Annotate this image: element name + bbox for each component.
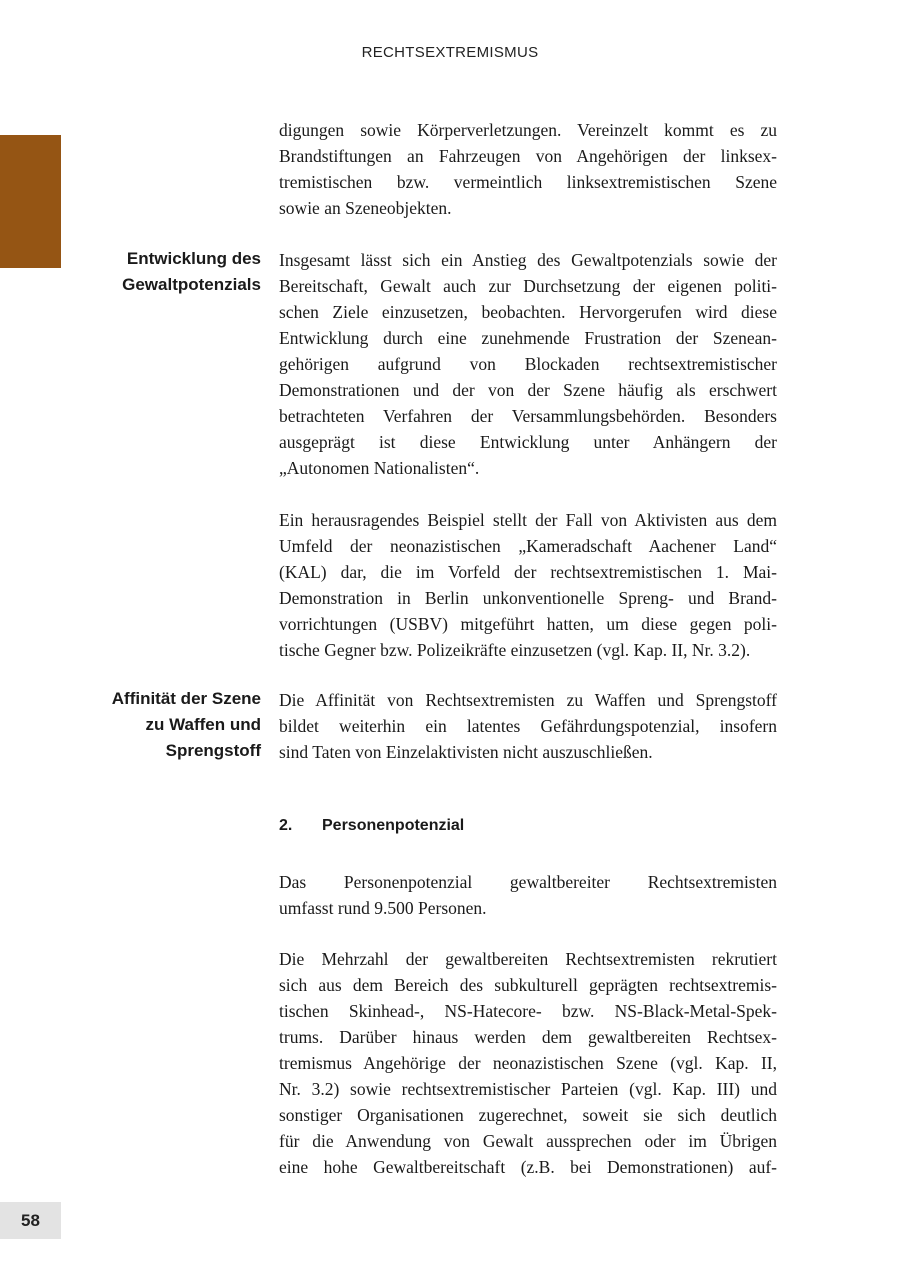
text-line: tische Gegner bzw. Polizeikräfte einzusetzen (vgl. Kap. II, Nr. 3.2). [279,640,751,660]
text-line: Insgesamt lässt sich ein Anstieg des Gewaltpotenzials sowie der [279,250,777,270]
section-title: Personenpotenzial [322,817,465,834]
paragraph [279,946,777,1180]
text-line: (KAL) dar, die im Vorfeld der rechtsextremistischen 1. Mai- [279,562,777,582]
side-heading-line: zu Waffen und [145,715,261,734]
text-line: sonstiger Organisationen zugerechnet, soweit sie sich deutlich [279,1105,777,1125]
text-line: tischen Skinhead-, NS-Hatecore- bzw. NS-Black-Metal-Spek- [279,1001,777,1021]
text-line: Die Mehrzahl der gewaltbereiten Rechtsextremisten rekrutiert [279,949,777,969]
paragraph [279,117,777,221]
text-line: betrachteten Verfahren der Versammlungsbehörden. Besonders [279,406,777,426]
page-number: 58 [0,1202,61,1239]
side-heading-line: Affinität der Szene [111,689,261,708]
text-line: sind Taten von Einzelaktivisten nicht auszuschließen. [279,742,653,762]
text-line: digungen sowie Körperverletzungen. Vereinzelt kommt es zu [279,120,777,140]
running-header: RECHTSEXTREMISMUS [361,44,539,61]
text-line: bildet weiterhin ein latentes Gefährdungspotenzial, insofern [279,716,777,736]
text-line: für die Anwendung von Gewalt aussprechen oder im Übrigen [279,1131,777,1151]
text-line: Die Affinität von Rechtsextremisten zu Waffen und Sprengstoff [279,690,777,710]
side-heading-line: Entwicklung des [126,249,261,268]
text-line: Demonstration in Berlin unkonventionelle Spreng- und Brand- [279,588,777,608]
text-line: Bereitschaft, Gewalt auch zur Durchsetzung der eigenen politi- [279,276,777,296]
text-line: sich aus dem Bereich des subkulturell geprägten rechtsextremis- [279,975,777,995]
text-line: Nr. 3.2) sowie rechtsextremistischer Parteien (vgl. Kap. III) und [279,1079,777,1099]
text-line: ausgeprägt ist diese Entwicklung unter Anhängern der [279,432,777,452]
text-line: Ein herausragendes Beispiel stellt der Fall von Aktivisten aus dem [279,510,777,530]
text-line: tremismus Angehörige der neonazistischen Szene (vgl. Kap. II, [279,1053,777,1073]
text-line: Demonstrationen und der von der Szene häufig als erschwert [279,380,777,400]
text-line: schen Ziele einzusetzen, beobachten. Hervorgerufen wird diese [279,302,777,322]
text-line: umfasst rund 9.500 Personen. [279,898,487,918]
side-heading-line: Gewaltpotenzials [122,275,261,294]
text-line: sowie an Szeneobjekten. [279,198,452,218]
text-line: trums. Darüber hinaus werden dem gewaltbereiten Rechtsex- [279,1027,777,1047]
section-number: 2. [279,817,293,834]
text-line: Brandstiftungen an Fahrzeugen von Angehörigen der linksex- [279,146,777,166]
text-line: „Autonomen Nationalisten“. [279,458,480,478]
section-heading [279,817,464,835]
text-line: vorrichtungen (USBV) mitgeführt hatten, um diese gegen poli- [279,614,777,634]
paragraph [279,687,777,765]
side-heading-waffen [21,686,261,764]
text-line: gehörigen aufgrund von Blockaden rechtsextremistischer [279,354,777,374]
text-line: tremistischen bzw. vermeintlich linksextremistischen Szene [279,172,777,192]
paragraph [279,507,777,663]
text-line: Das Personenpotenzial gewaltbereiter Rechtsextremisten [279,872,777,892]
text-line: Entwicklung durch eine zunehmende Frustration der Szenean- [279,328,777,348]
side-heading-gewaltpotenzial [21,246,261,298]
text-line: Umfeld der neonazistischen „Kameradschaft Aachener Land“ [279,536,777,556]
paragraph [279,247,777,481]
text-line: eine hohe Gewaltbereitschaft (z.B. bei Demonstrationen) auf- [279,1157,777,1177]
side-heading-line: Sprengstoff [165,741,261,760]
paragraph [279,869,777,921]
